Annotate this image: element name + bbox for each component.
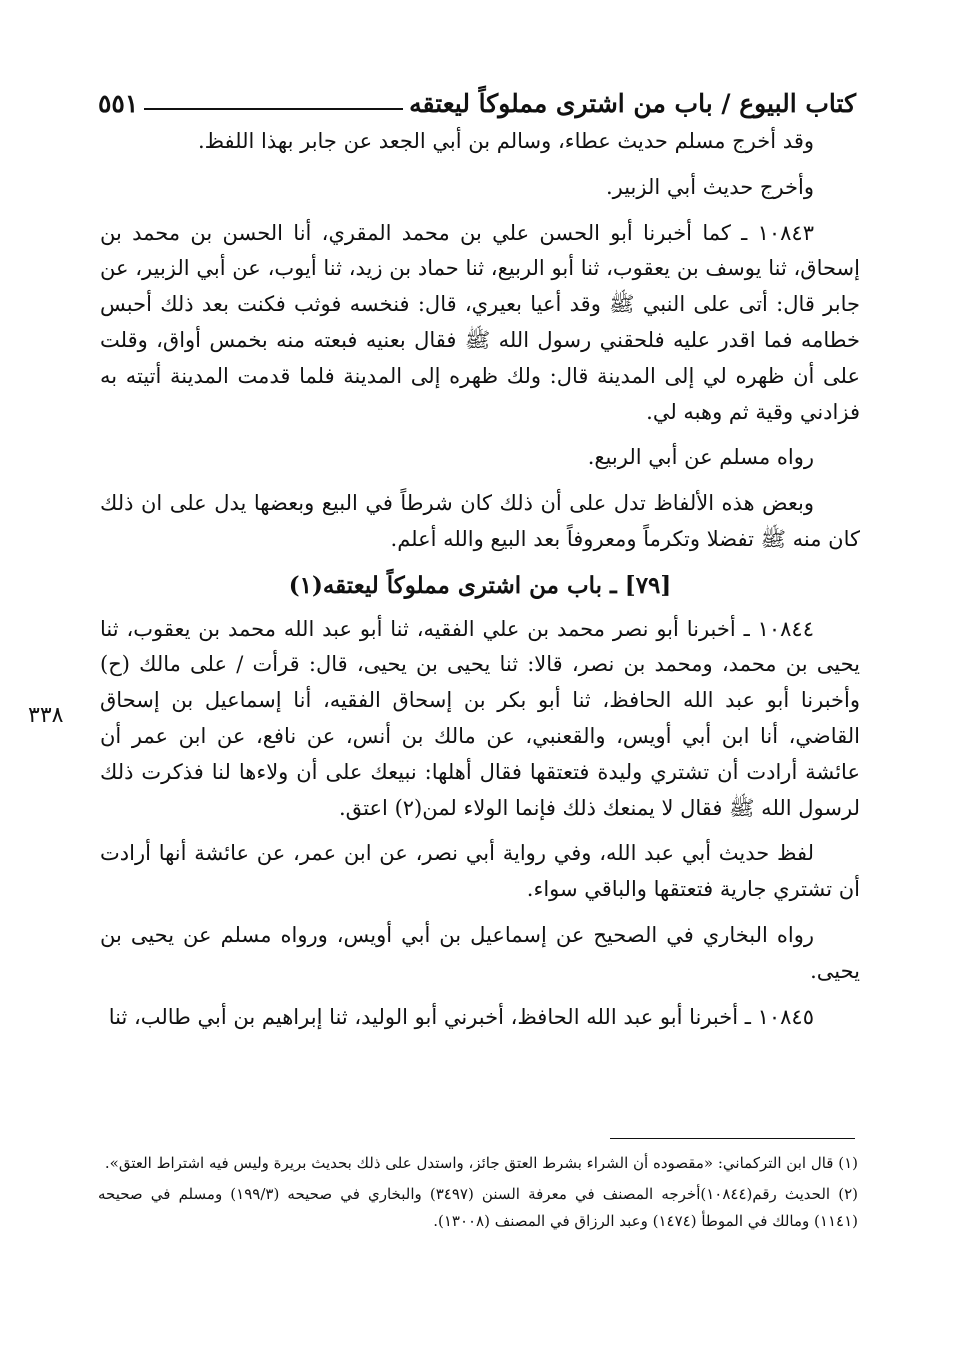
- footnotes: [98, 1150, 858, 1239]
- paragraph: وأخرج حديث أبي الزبير.: [605, 174, 814, 199]
- page-number: ٥٥١: [98, 89, 139, 118]
- hadith-10844: ١٠٨٤٤ ـ أخبرنا أبو نصر محمد بن علي الفقيه، ثنا أبو عبد الله محمد بن يعقوب، ثنا يحيى بن محمد، ومحمد بن نصر، قالا: ثنا يحيى بن يحيى، قال: قرأت / على مالك (ح) وأخبرنا أبو عبد الله الحافظ، ثنا أبو بكر بن إسحاق الفقيه، أنا إسماعيل بن إسحاق القاضي، أنا ابن أبي أويس، والقعنبي، عن مالك بن أنس، عن نافع، عن ابن عمر أن عائشة أرادت أن تشتري وليدة فتعتقها فقال أهلها: نبيعك على أن ولاءها لنا فذكرت ذلك لرسول الله ﷺ فقال لا يمنعك ذلك فإنما الولاء لمن(٢) اعتق.: [100, 616, 860, 820]
- footnote-2: (٢) الحديث رقم(١٠٨٤٤)أخرجه المصنف في معرفة السنن (٣٤٩٧) والبخاري في صحيحه (١٩٩/٣) ومسلم في صحيحه (١١٤١) ومالك في الموطأ (١٤٧٤) وعبد الرزاق في المصنف (١٣٠٠٨).: [98, 1185, 858, 1230]
- paragraph: رواه البخاري في الصحيح عن إسماعيل بن أبي أويس، ورواه مسلم عن يحيى بن يحيى.: [100, 922, 860, 983]
- paragraph: لفظ حديث أبي عبد الله، وفي رواية أبي نصر، عن ابن عمر، عن عائشة أنها أرادت أن تشتري جارية فتعتقها والباقي سواء.: [100, 841, 860, 902]
- margin-page-reference: ٣٣٨: [28, 703, 64, 728]
- running-header: [98, 78, 856, 118]
- header-title: كتاب البيوع / باب من اشترى مملوكاً ليعتقه: [409, 89, 856, 118]
- header-rule: [144, 108, 403, 110]
- section-heading: [٧٩] ـ باب من اشترى مملوكاً ليعتقه(١): [288, 571, 672, 599]
- hadith-10843: ١٠٨٤٣ ـ كما أخبرنا أبو الحسن علي بن محمد المقري، أنا الحسن بن محمد بن إسحاق، ثنا يوسف بن يعقوب، ثنا أبو الربيع، ثنا حماد بن زيد، ثنا أيوب، عن أبي الزبير، عن جابر قال: أتى على النبي ﷺ وقد أعيا بعيري، قال: فنخسه فوثب فكنت بعد ذلك أحبس خطامه فما اقدر عليه فلحقني رسول الله ﷺ فقال بعنيه فبعته منه بخمس أواق، وقلت على أن ظهره لي إلى المدينة قال: ولك ظهره إلى المدينة فلما قدمت المدينة أتيته به فزادني وقية ثم وهبه لي.: [100, 220, 860, 424]
- footnote-divider: [610, 1138, 855, 1139]
- hadith-10845: ١٠٨٤٥ ـ أخبرنا أبو عبد الله الحافظ، أخبرني أبو الوليد، ثنا إبراهيم بن أبي طالب، ثنا: [108, 1004, 814, 1029]
- paragraph: وبعض هذه الألفاظ تدل على أن ذلك كان شرطاً في البيع وبعضها يدل على ان ذلك كان منه ﷺ تفضلا وتكرماً ومعروفاً بعد البيع والله أعلم.: [100, 491, 860, 551]
- main-text: [100, 124, 860, 1045]
- footnote-1: (١) قال ابن التركماني: «مقصوده أن الشراء بشرط العتق جائز، واستدل على ذلك بحديث بريرة وليس فيه اشتراط العتق».: [104, 1154, 858, 1172]
- paragraph: وقد أخرج مسلم حديث عطاء، وسالم بن أبي الجعد عن جابر بهذا اللفظ.: [197, 129, 814, 153]
- paragraph: رواه مسلم عن أبي الربيع.: [587, 445, 814, 470]
